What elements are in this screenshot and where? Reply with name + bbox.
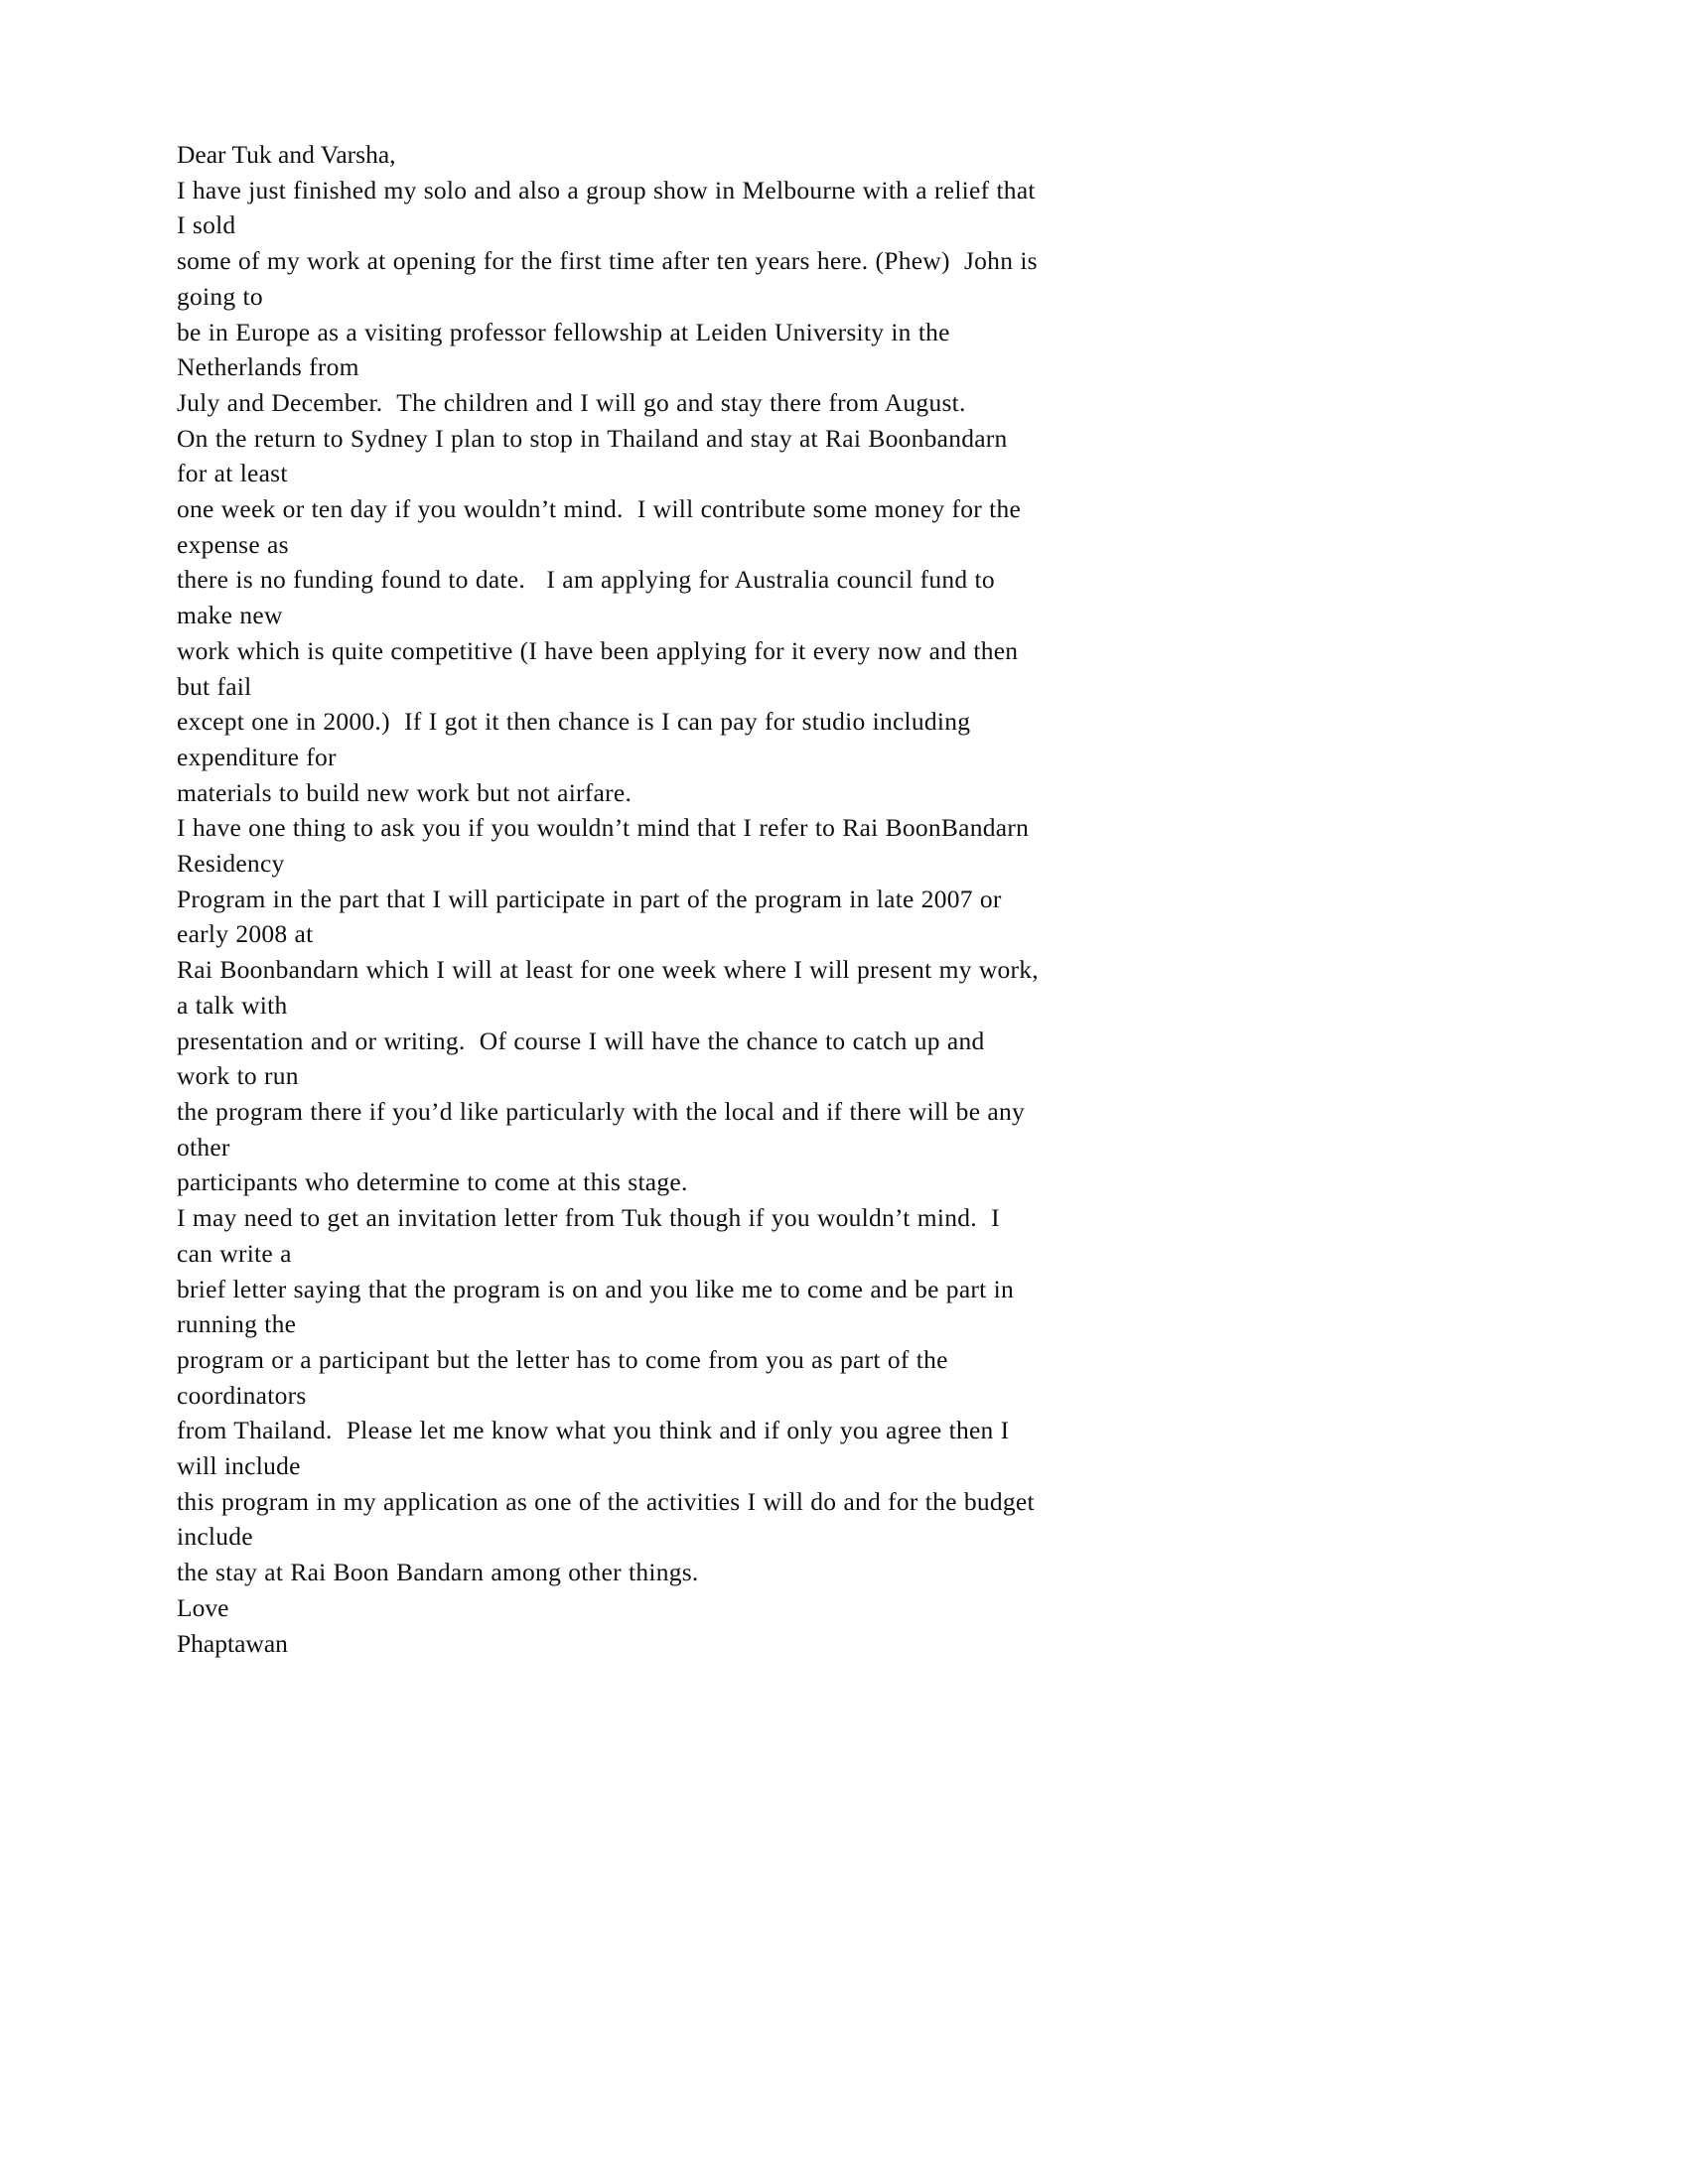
text-line: I have one thing to ask you if you wouldn’t mind that I refer to Rai BoonBandarn Residency (177, 813, 1037, 879)
text-line: from Thailand. Please let me know what you think and if only you agree then I will include (177, 1416, 1017, 1481)
text-line: July and December. The children and I will go and stay there from August. (177, 387, 966, 417)
letter-body (177, 137, 1047, 1661)
text-line: some of my work at opening for the first time after ten years here. (Phew) John is going to (177, 246, 1045, 311)
paragraph-1 (177, 173, 1043, 421)
text-line: Program in the part that I will participate in part of the program in late 2007 or early 2008 at (177, 884, 1009, 949)
text-line: presentation and or writing. Of course I will have the chance to catch up and work to run (177, 1025, 992, 1091)
text-line: I have just finished my solo and also a group show in Melbourne with a relief that I sold (177, 175, 1043, 240)
text-line: I may need to get an invitation letter from Tuk though if you wouldn’t mind. I can write a (177, 1203, 1008, 1268)
valediction: Love (177, 1592, 229, 1622)
text-line: work which is quite competitive (I have been applying for it every now and then but fail (177, 635, 1026, 701)
text-line: this program in my application as one of the activities I will do and for the budget include (177, 1486, 1042, 1552)
text-line: one week or ten day if you wouldn’t mind. I will contribute some money for the expense as (177, 494, 1029, 559)
text-line: except one in 2000.) If I got it then chance is I can pay for studio including expenditure for (177, 707, 978, 771)
signature-name: Phaptawan (177, 1628, 288, 1658)
text-line: the program there if you’d like particularly with the local and if there will be any other (177, 1096, 1033, 1161)
text-line: there is no funding found to date. I am applying for Australia council fund to make new (177, 565, 1002, 630)
text-line: materials to build new work but not airfare. (177, 777, 633, 807)
text-line: program or a participant but the letter has to come from you as part of the coordinators (177, 1344, 955, 1410)
paragraph-3 (177, 810, 1047, 1200)
paragraph-2 (177, 421, 1043, 811)
text-line: brief letter saying that the program is on and you like me to come and be part in running the (177, 1274, 1022, 1339)
text-line: be in Europe as a visiting professor fellowship at Leiden University in the Netherlands from (177, 317, 957, 382)
text-line: Rai Boonbandarn which I will at least for one week where I will present my work, a talk with (177, 955, 1047, 1020)
salutation: Dear Tuk and Varsha, (177, 140, 396, 169)
text-line: On the return to Sydney I plan to stop in Thailand and stay at Rai Boonbandarn for at least (177, 423, 1015, 488)
paragraph-4 (177, 1200, 1043, 1590)
text-line: the stay at Rai Boon Bandarn among other things. (177, 1558, 699, 1587)
text-line: participants who determine to come at this stage. (177, 1167, 688, 1197)
